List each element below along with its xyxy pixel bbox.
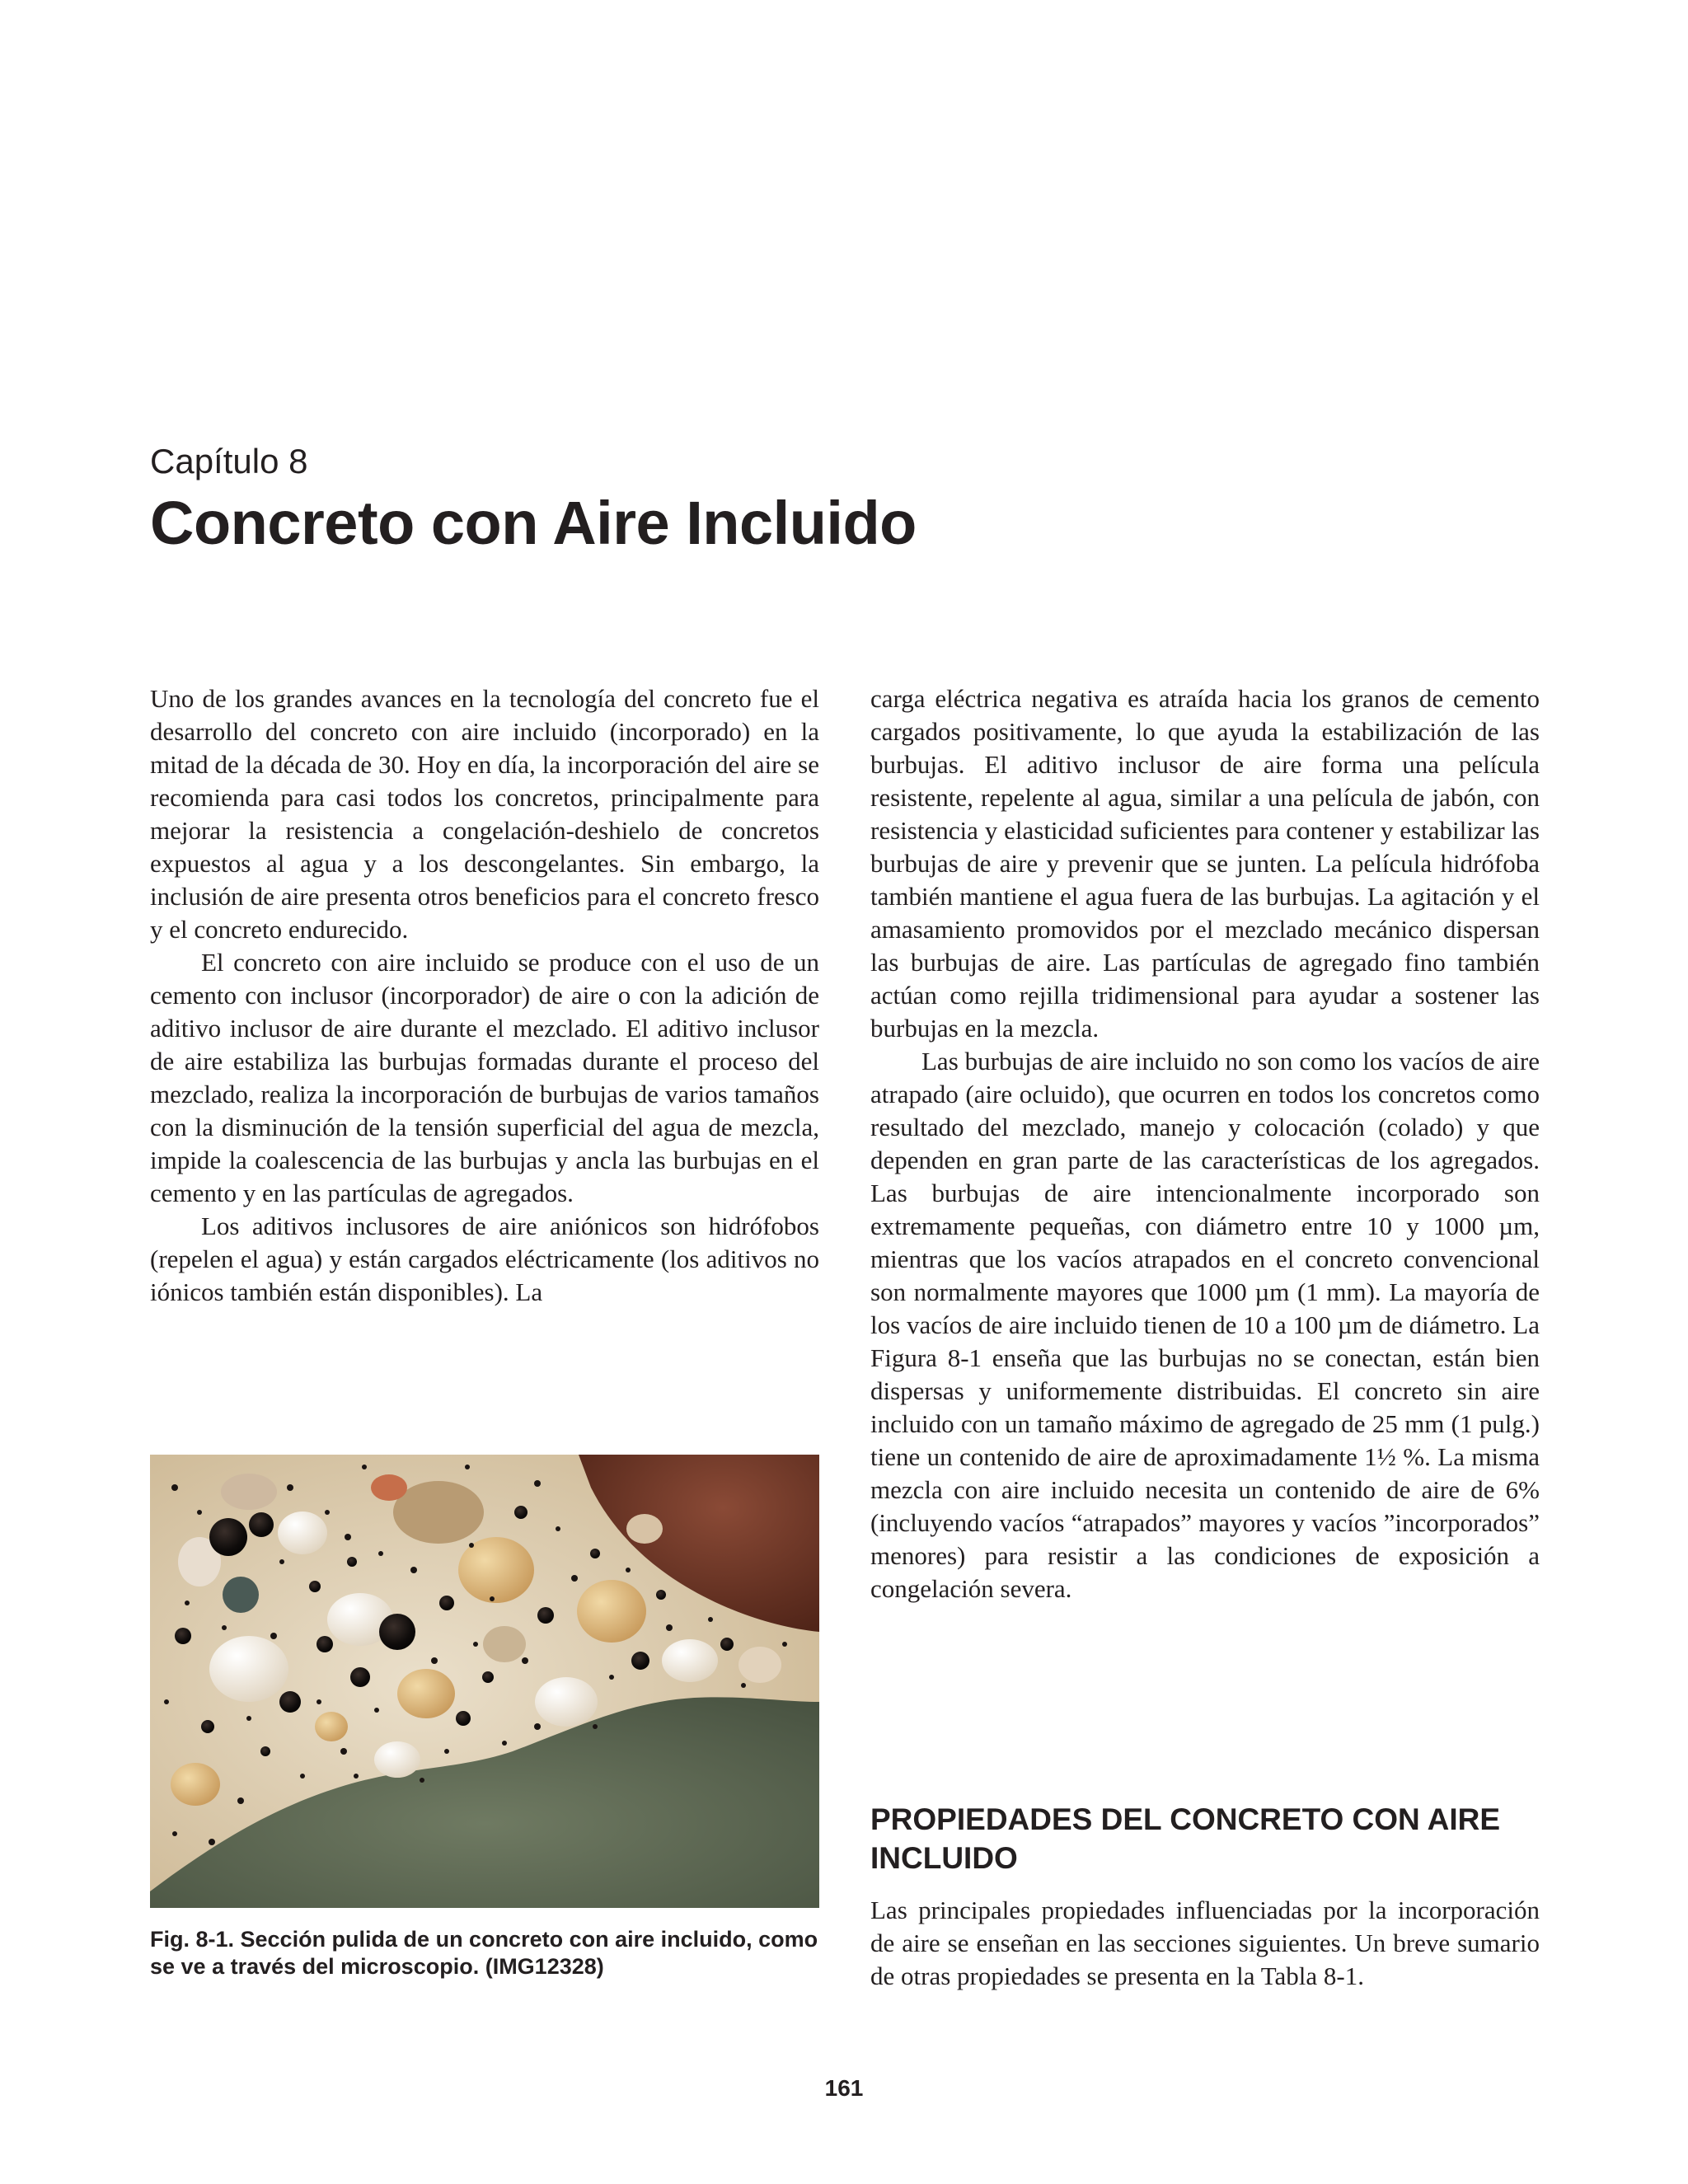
body-paragraph: Los aditivos inclusores de aire aniónicos son hidrófobos (repelen el agua) y están cargados eléctricamente (los aditivos no iónicos también están disponibles). La (150, 1212, 819, 1306)
figure-caption: Fig. 8-1. Sección pulida de un concreto con aire incluido, como se ve a través del microscopio. (IMG12328) (150, 1927, 818, 1979)
page-number: 161 (824, 2075, 864, 2101)
right-column (870, 682, 1540, 1605)
section-body (870, 1894, 1540, 1993)
concrete-micrograph-image (150, 1455, 819, 1908)
body-paragraph: Las principales propiedades influenciadas por la incorporación de aire se enseñan en las secciones siguientes. Un breve sumario de otras propiedades se presenta en la Tabla 8-1. (870, 1896, 1540, 1990)
concrete-micrograph-figure (150, 1455, 819, 1908)
section-heading: PROPIEDADES DEL CONCRETO CON AIRE INCLUIDO (870, 1802, 1501, 1875)
body-paragraph: carga eléctrica negativa es atraída hacia los granos de cemento cargados positivamente, lo que ayuda la estabilización de las burbujas. El aditivo inclusor de aire forma una película resistente, repelente al agua, similar a una película de jabón, con resistencia y elasticidad suficientes para contener y estabilizar las burbujas de aire y prevenir que se junten. La película hidrófoba también mantiene el agua fuera de las burbujas. La agitación y el amasamiento promovidos por el mezclado mecánico dispersan las burbujas de aire. Las partículas de agregado fino también actúan como rejilla tridimensional para ayudar a sostener las burbujas en la mezcla. (870, 684, 1540, 1043)
chapter-title: Concreto con Aire Incluido (150, 489, 917, 557)
body-paragraph: Las burbujas de aire incluido no son como los vacíos de aire atrapado (aire ocluido), que ocurren en todos los concretos como resultado del mezclado, manejo y colocación (colado) y que dependen en gran parte de las características de los agregados. Las burbujas de aire intencionalmente incorporado son extremamente pequeñas, con diámetro entre 10 y 1000 µm, mientras que los vacíos atrapados en el concreto convencional son normalmente mayores que 1000 µm (1 mm). La mayoría de los vacíos de aire incluido tienen de 10 a 100 µm de diámetro. La Figura 8-1 enseña que las burbujas no se conectan, están bien dispersas y uniformemente distribuidas. El concreto sin aire incluido con un tamaño máximo de agregado de 25 mm (1 pulg.) tiene un contenido de aire de aproximadamente 1½ %. La misma mezcla con aire incluido necesita un contenido de aire de 6% (incluyendo vacíos “atrapados” mayores y vacíos ”incorporados” menores) para resistir a las condiciones de exposición a congelación severa. (870, 1047, 1540, 1603)
body-paragraph: Uno de los grandes avances en la tecnología del concreto fue el desarrollo del concreto con aire incluido (incorporado) en la mitad de la década de 30. Hoy en día, la incorporación del aire se recomienda para casi todos los concretos, principalmente para mejorar la resistencia a congelación-deshielo de concretos expuestos al agua y a los descongelantes. Sin embargo, la inclusión de aire presenta otros beneficios para el concreto fresco y el concreto endurecido. (150, 684, 819, 944)
chapter-label: Capítulo 8 (150, 442, 308, 480)
left-column (150, 682, 819, 1309)
body-paragraph: El concreto con aire incluido se produce con el uso de un cemento con inclusor (incorporador) de aire o con la adición de aditivo inclusor de aire durante el mezclado. El aditivo inclusor de aire estabiliza las burbujas formadas durante el proceso del mezclado, realiza la incorporación de burbujas de varios tamaños con la disminución de la tensión superficial del agua de mezcla, impide la coalescencia de las burbujas y ancla las burbujas en el cemento y en las partículas de agregados. (150, 948, 819, 1207)
